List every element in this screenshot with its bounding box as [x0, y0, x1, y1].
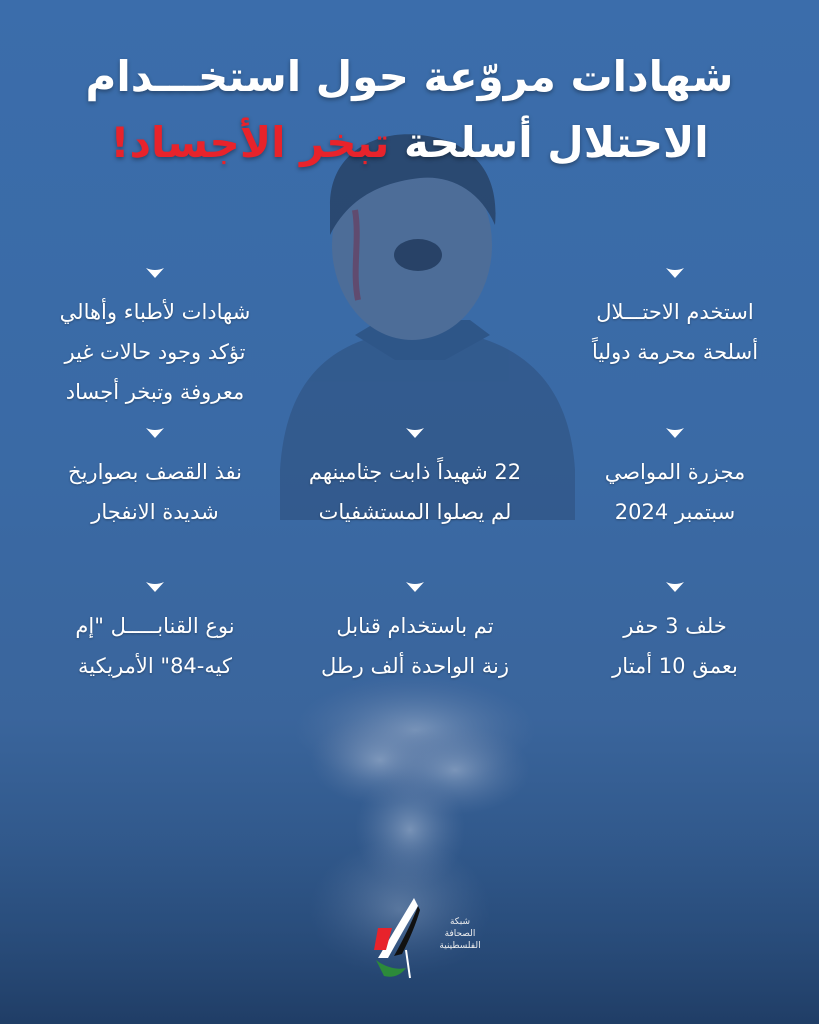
fact-item — [30, 266, 280, 412]
network-logo-text — [430, 916, 490, 952]
headline-line-2 — [0, 110, 819, 176]
headline — [0, 44, 819, 176]
fact-item — [30, 426, 280, 532]
fact-line: مجزرة المواصي — [604, 460, 746, 484]
fact-line: زنة الواحدة ألف رطل — [321, 654, 509, 678]
fact-item — [30, 580, 280, 686]
fact-line: بعمق 10 أمتار — [612, 654, 738, 678]
fact-line: نوع القنابـــــل "إم — [75, 614, 235, 638]
fact-item — [550, 266, 800, 372]
fact-line: استخدم الاحتـــلال — [596, 300, 754, 324]
fact-line: كيه-84" الأمريكية — [78, 654, 232, 678]
logo-line: الفلسطينية — [439, 941, 481, 951]
chevron-down-icon — [664, 580, 686, 594]
chevron-down-icon — [144, 266, 166, 280]
fact-line: سبتمبر 2024 — [614, 500, 736, 524]
chevron-down-icon — [144, 426, 166, 440]
logo-line: الصحافة — [444, 929, 476, 939]
fact-item — [290, 426, 540, 532]
fact-item — [290, 580, 540, 686]
chevron-down-icon — [404, 580, 426, 594]
fact-line: لم يصلوا المستشفيات — [318, 500, 512, 524]
headline-accent: تبخر الأجساد! — [110, 118, 390, 167]
logo-line: شبكة — [449, 917, 471, 927]
fact-line: تم باستخدام قنابل — [336, 614, 494, 638]
headline-line-1: شهادات مروّعة حول استخـــدام — [85, 52, 734, 101]
fact-line: 22 شهيداً ذابت جثامينهم — [308, 460, 522, 484]
fact-line: معروفة وتبخر أجساد — [65, 380, 245, 404]
headline-line-2-text: الاحتلال أسلحة — [404, 118, 709, 167]
fact-line: نفذ القصف بصواريخ — [68, 460, 242, 484]
chevron-down-icon — [664, 426, 686, 440]
fact-item — [550, 426, 800, 532]
chevron-down-icon — [664, 266, 686, 280]
chevron-down-icon — [144, 580, 166, 594]
fact-item — [550, 580, 800, 686]
fact-line: أسلحة محرمة دولياً — [591, 340, 759, 364]
fact-line: تؤكد وجود حالات غير — [64, 340, 246, 364]
fact-line: شهادات لأطباء وأهالي — [59, 300, 251, 324]
fact-line: شديدة الانفجار — [91, 500, 219, 524]
fact-line: خلف 3 حفر — [623, 614, 727, 638]
chevron-down-icon — [404, 426, 426, 440]
